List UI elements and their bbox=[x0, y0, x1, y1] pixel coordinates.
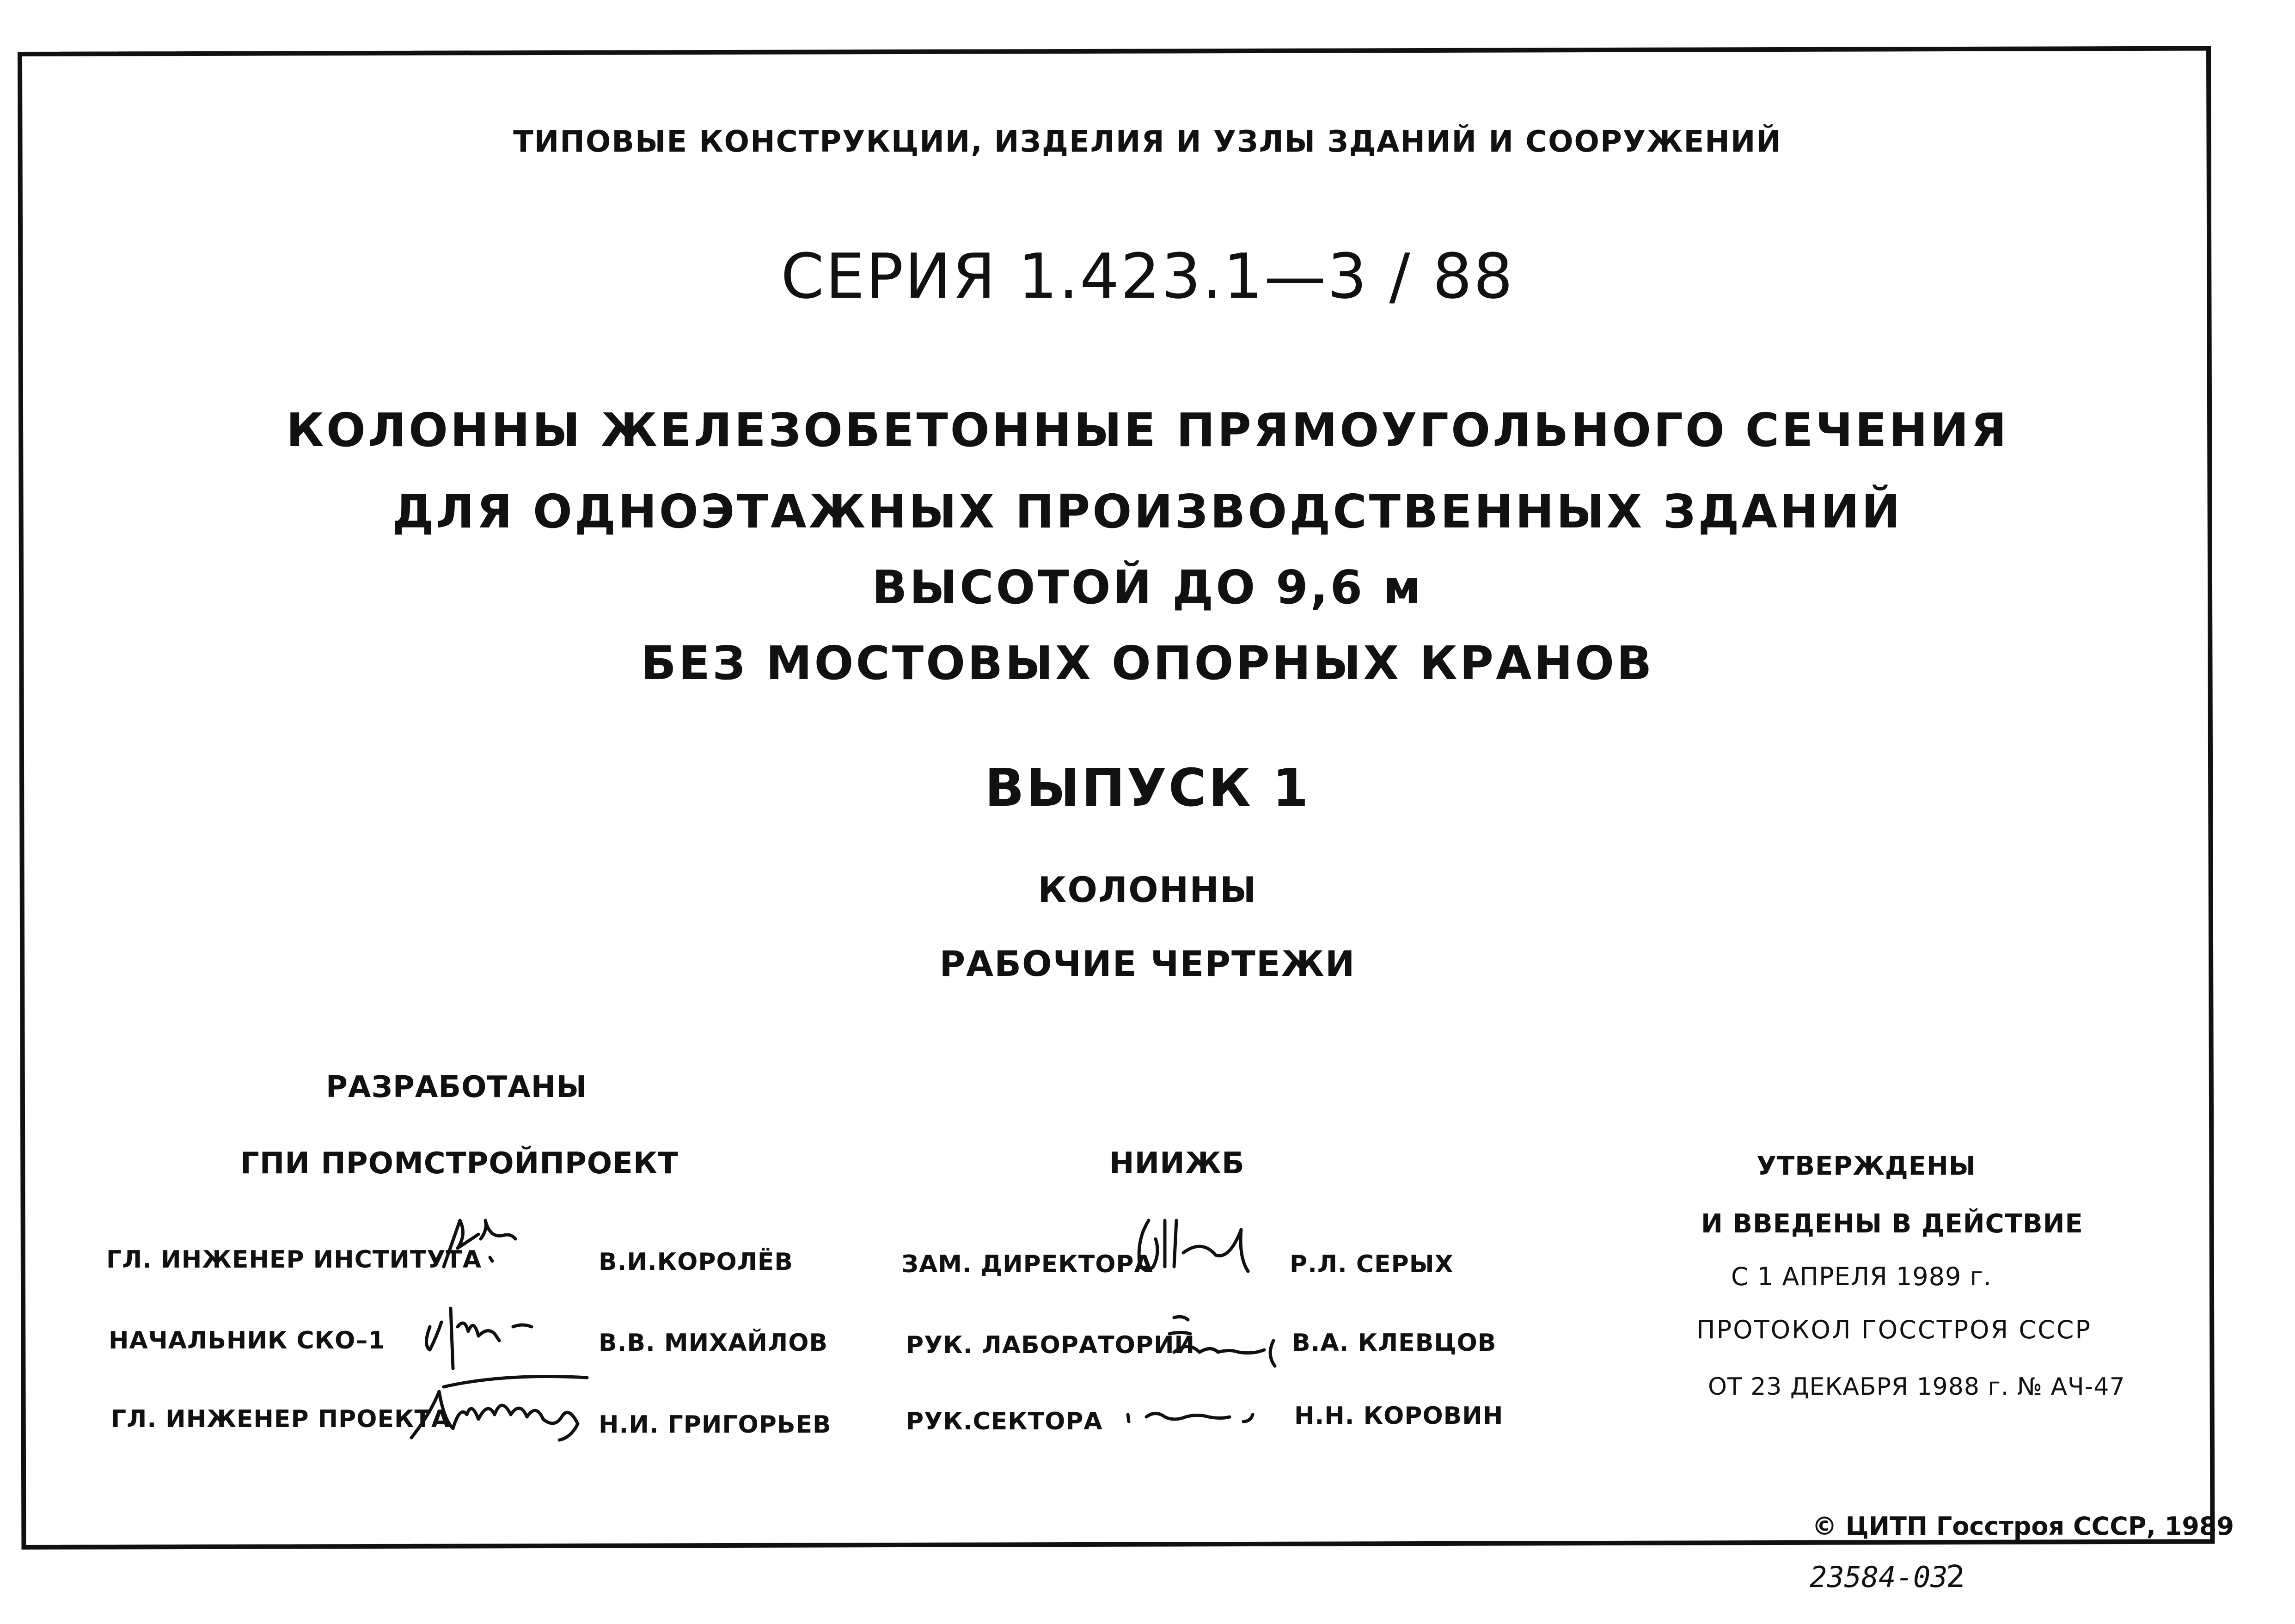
issue-subtitle: РАБОЧИЕ ЧЕРТЕЖИ bbox=[939, 943, 1356, 984]
role-head-laboratory: РУК. ЛАБОРАТОРИИ bbox=[906, 1331, 1195, 1359]
document-number: 23584-03 bbox=[1810, 1560, 1948, 1594]
person-serykh: Р.Л. СЕРЫХ bbox=[1290, 1250, 1454, 1278]
title-line-4: БЕЗ МОСТОВЫХ ОПОРНЫХ КРАНОВ bbox=[641, 636, 1654, 690]
copyright-notice: © ЦИТП Госстроя СССР, 1989 bbox=[1812, 1512, 2234, 1541]
org-promstroyproekt: ГПИ ПРОМСТРОЙПРОЕКТ bbox=[240, 1146, 679, 1181]
supertitle: ТИПОВЫЕ КОНСТРУКЦИИ, ИЗДЕЛИЯ И УЗЛЫ ЗДАНИЙ И СООРУЖЕНИЙ bbox=[513, 125, 1782, 159]
signature-korolev bbox=[435, 1207, 527, 1281]
role-chief-engineer-project: ГЛ. ИНЖЕНЕР ПРОЕКТА bbox=[111, 1405, 451, 1433]
title-line-2: ДЛЯ ОДНОЭТАЖНЫХ ПРОИЗВОДСТВЕННЫХ ЗДАНИЙ bbox=[392, 484, 1903, 539]
role-deputy-director: ЗАМ. ДИРЕКТОРА bbox=[901, 1250, 1153, 1278]
signature-korovin bbox=[1119, 1396, 1276, 1433]
signature-serykh bbox=[1128, 1211, 1257, 1285]
approval-line-2: И ВВЕДЕНЫ В ДЕЙСТВИЕ bbox=[1701, 1209, 2083, 1239]
person-grigoriev: Н.И. ГРИГОРЬЕВ bbox=[599, 1411, 832, 1439]
issue-type: КОЛОННЫ bbox=[1038, 869, 1257, 910]
signature-grigoriev bbox=[402, 1364, 601, 1452]
person-klevtsov: В.А. КЛЕВЦОВ bbox=[1292, 1329, 1497, 1357]
issue-label: ВЫПУСК 1 bbox=[985, 758, 1310, 818]
approval-protocol-date: ОТ 23 ДЕКАБРЯ 1988 г. № АЧ-47 bbox=[1708, 1373, 2125, 1401]
approval-line-1: УТВЕРЖДЕНЫ bbox=[1756, 1151, 1976, 1181]
role-head-sko: НАЧАЛЬНИК СКО–1 bbox=[109, 1327, 386, 1354]
person-korovin: Н.Н. КОРОВИН bbox=[1294, 1402, 1504, 1430]
person-korolev: В.И.КОРОЛЁВ bbox=[599, 1248, 794, 1276]
signature-klevtsov bbox=[1156, 1308, 1294, 1378]
title-line-3: ВЫСОТОЙ ДО 9,6 м bbox=[872, 560, 1423, 614]
role-head-sector: РУК.СЕКТОРА bbox=[906, 1408, 1103, 1435]
developed-heading: РАЗРАБОТАНЫ bbox=[326, 1070, 588, 1104]
person-mikhailov: В.В. МИХАЙЛОВ bbox=[599, 1329, 828, 1357]
org-niizhb: НИИЖБ bbox=[1109, 1146, 1245, 1181]
approval-protocol: ПРОТОКОЛ ГОССТРОЯ СССР bbox=[1696, 1315, 2092, 1344]
series-number: СЕРИЯ 1.423.1—3 / 88 bbox=[781, 240, 1514, 313]
sheet-number: 2 bbox=[1946, 1559, 1965, 1594]
role-chief-engineer-institute: ГЛ. ИНЖЕНЕР ИНСТИТУТА bbox=[106, 1246, 482, 1274]
approval-date: С 1 АПРЕЛЯ 1989 г. bbox=[1731, 1262, 1992, 1291]
title-line-1: КОЛОННЫ ЖЕЛЕЗОБЕТОННЫЕ ПРЯМОУГОЛЬНОГО СЕЧЕНИЯ bbox=[286, 403, 2009, 457]
